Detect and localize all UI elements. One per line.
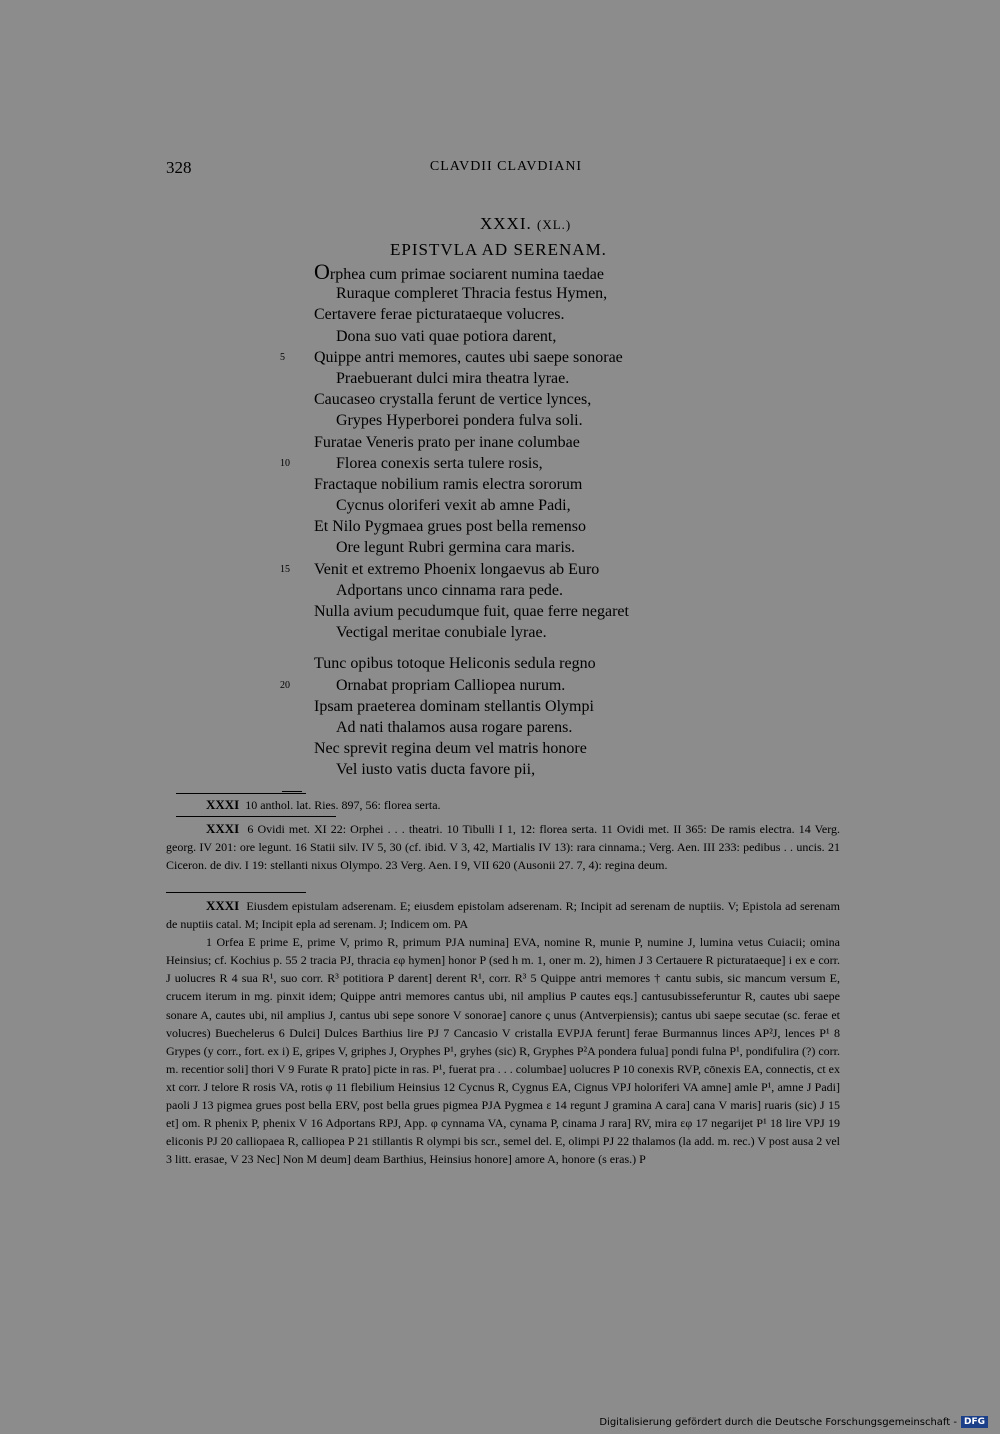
dfg-logo: DFG: [961, 1416, 988, 1428]
page-header: [166, 158, 846, 182]
poem-title: EPISTVLA AD SERENAM.: [390, 240, 607, 259]
verse-line: [280, 559, 840, 580]
verse-line: [280, 759, 840, 780]
verse-line: [280, 453, 840, 474]
verse-text-rest: rphea cum primae sociarent numina taedae: [329, 266, 604, 283]
verse-text: Dona suo vati quae potiora darent,: [336, 327, 557, 345]
verse-text: Florea conexis serta tulere rosis,: [336, 454, 543, 472]
verse-text: Nulla avium pecudumque fuit, quae ferre negaret: [314, 603, 629, 620]
similia-note: [166, 796, 840, 814]
verse-text: Et Nilo Pygmaea grues post bella remenso: [314, 518, 586, 536]
verse-text: Adportans unco cinnama rara pede.: [336, 581, 564, 599]
poem-alt-number: (XL.): [537, 217, 572, 232]
verse-text: Caucaseo crystalla ferunt de vertice lynces,: [314, 391, 592, 409]
poem-text: [280, 259, 840, 781]
page-number: 328: [166, 158, 192, 177]
verse-text: Furatae Veneris prato per inane columbae: [314, 433, 580, 451]
verse-text: Ore legunt Rubri germina cara maris.: [336, 539, 576, 557]
sources-text: 6 Ovidi met. XI 22: Orphei . . . theatri. 10 Tibulli I 1, 12: florea serta. 11 Ovidi met. II 365: De ramis electra. 14 Verg. georg. IV 201: ore legunt. 16 Statii silv. IV 5, 30 (cf. ibid. V 3, 42, Martialis IV 13): rara cinnama.; Verg. Aen. III 233: pedibus . . uncis. 21 Ciceron. de div. I 19: stellanti nixus Olympo. 23 Verg. Aen. I 9, VII 620 (Ausonii 27. 7, 4): regina deum.: [166, 822, 841, 873]
verse-line: [280, 326, 840, 347]
verse-line: [280, 516, 840, 537]
verse-text: Ad nati thalamos ausa rogare parens.: [336, 718, 573, 736]
apparatus-intro: Eiusdem epistulam adserenam. E; eiusdem epistolam adserenam. R; Incipit ad serenam de nuptiis. V; Epistola ad serenam de nuptiis catal. M; Incipit epla ad serenam. J; Indicem om. PA: [166, 899, 840, 932]
verse-line: [280, 304, 840, 325]
verse-line: [280, 432, 840, 453]
verse-line: [280, 675, 840, 696]
running-title: CLAVDII CLAVDIANI: [429, 159, 583, 174]
verse-end-rule: [282, 791, 302, 792]
verse-line: [280, 283, 840, 304]
verse-line: [280, 474, 840, 495]
verse-line: [280, 537, 840, 558]
verse-line: [280, 495, 840, 516]
verse-text: Praebuerant dulci mira theatra lyrae.: [336, 369, 570, 387]
digitization-footer: [599, 1416, 988, 1428]
sources-rule: [176, 816, 336, 817]
verse-line: [280, 368, 840, 389]
verse-text: Cycnus oloriferi vexit ab amne Padi,: [336, 497, 571, 515]
verse-line: [280, 347, 840, 368]
verse-text: Nec sprevit regina deum vel matris honore: [314, 740, 587, 758]
verse-line: [280, 653, 840, 674]
verse-text: Tunc opibus totoque Heliconis sedula regno: [314, 655, 596, 673]
verse-line: [280, 601, 840, 622]
critical-apparatus: [166, 897, 840, 1168]
sources-label: XXXI: [206, 821, 240, 836]
verse-text: Vectigal meritae conubiale lyrae.: [336, 624, 547, 642]
verse-line: [280, 580, 840, 601]
verse-text: Ornabat propriam Calliopea nurum.: [336, 676, 566, 694]
verse-line: [280, 696, 840, 717]
apparatus-rule: [166, 892, 306, 893]
sources-note: [166, 820, 840, 874]
verse-number: 5: [280, 351, 285, 363]
verse-line: [280, 389, 840, 410]
poem-number: [480, 214, 571, 234]
verse-line: [280, 259, 840, 284]
verse-line: [280, 622, 840, 643]
similia-label: XXXI: [206, 797, 240, 812]
similia-text: 10 anthol. lat. Ries. 897, 56: florea serta.: [245, 798, 441, 812]
apparatus-label: XXXI: [206, 898, 240, 913]
verse-number: 15: [280, 563, 290, 575]
verse-line: [280, 738, 840, 759]
verse-text: [314, 261, 604, 285]
verse-number: 20: [280, 679, 290, 691]
verse-text: Certavere ferae picturataeque volucres.: [314, 306, 565, 324]
verse-text: Ruraque compleret Thracia festus Hymen,: [336, 285, 608, 303]
verse-text: Fractaque nobilium ramis electra sororum: [314, 475, 583, 493]
poem-number-roman: XXXI.: [480, 214, 532, 233]
footer-text: Digitalisierung gefördert durch die Deutsche Forschungsgemeinschaft -: [599, 1416, 957, 1428]
verse-text: Vel iusto vatis ducta favore pii,: [336, 761, 536, 779]
verse-text: Venit et extremo Phoenix longaevus ab Euro: [314, 560, 600, 578]
verse-text: Quippe antri memores, cautes ubi saepe sonorae: [314, 348, 623, 366]
apparatus-body: 1 Orfea E prime E, prime V, primo R, primum PJA numina] EVA, nomine R, munie P, numine J, lumina vetus Cuiacii; omina Heinsius; cf. Kochius p. 55 2 tracia PJ, thracia εφ hymen] honor P (sed h m. 1, oner m. 2), himen J 3 Certauere R picturataeque] i ex e corr. J uolucres R 4 sua R¹, suo corr. R³ potitiora P darent] derent R¹, corr. R³ 5 Quippe antri memores † cantu subis, sic mancum versum E, crucem iterum in mg. pinxit idem; Quippe antri memores cantus ubi, nil amplius P cautes eqs.] cantusubisseferuntur R, cautes ubi saepe sonare A, cautes ubi, nil amplius J, cantus ubi sepe sonore V sonorae] canore ς unus (Antverpiensis); cantus ubi saepe secutae (sc. ferae et volucres) Buechelerus 6 Dulci] Dulces Barthius lire PJ 7 Cancasio V cristalla EVPJA ferunt] ferae Burmannus linces AP²J, lences P¹ 8 Grypes (y corr., fort. ex i) E, gripes V, griphes J, Oryphes P¹, gryhes (sic) R, Gryphes P²A pondera fulua] pondi fulna P¹, pondifulira (?) corr. m. recentior soli] thori V 9 Furate R prato] picte in ras. P¹, fuerat pra . . . columbae] uolucres P 10 conexis RVP, cōnexis EA, connectis, ct ex xt corr. J telore R rosis VA, rotis φ 11 flebilium Heinsius 12 Cycnus R, Cygnus EA, Cignus VPJ holoriferi VA amne] amle P¹, amne J Padi] paoli J 13 pigmea grues post bella ERV, post bella grues pigmea PJA Pygmea ε 14 regunt J gramina A cara] cana V maris] ruaris (sic) J 15 et] om. R phenix P, phenix V 16 Adportans RPJ, App. φ cynnama VA, cynama P, cinama J rara] RV, mira εφ 17 negarijet P¹ 18 lire VPJ 19 eliconis PJ 20 calliopaea R, calliopea P 21 stillantis R olympi bis scr., semel del. E, olimpi PJ 22 thalamos (la add. m. rec.) V post ausa 2 vel 3 litt. erasae, V 23 Nec] Non M deum] deam Barthius, Heinsius honore] amore A, honore (s eras.) P: [166, 935, 840, 1167]
verse-text: Grypes Hyperborei pondera fulva soli.: [336, 412, 583, 430]
verse-text: Ipsam praeterea dominam stellantis Olympi: [314, 697, 594, 715]
drop-capital: O: [314, 259, 330, 284]
verse-line: [280, 717, 840, 738]
verse-line: [280, 410, 840, 431]
similia-rule: [176, 793, 306, 794]
verse-number: 10: [280, 457, 290, 469]
